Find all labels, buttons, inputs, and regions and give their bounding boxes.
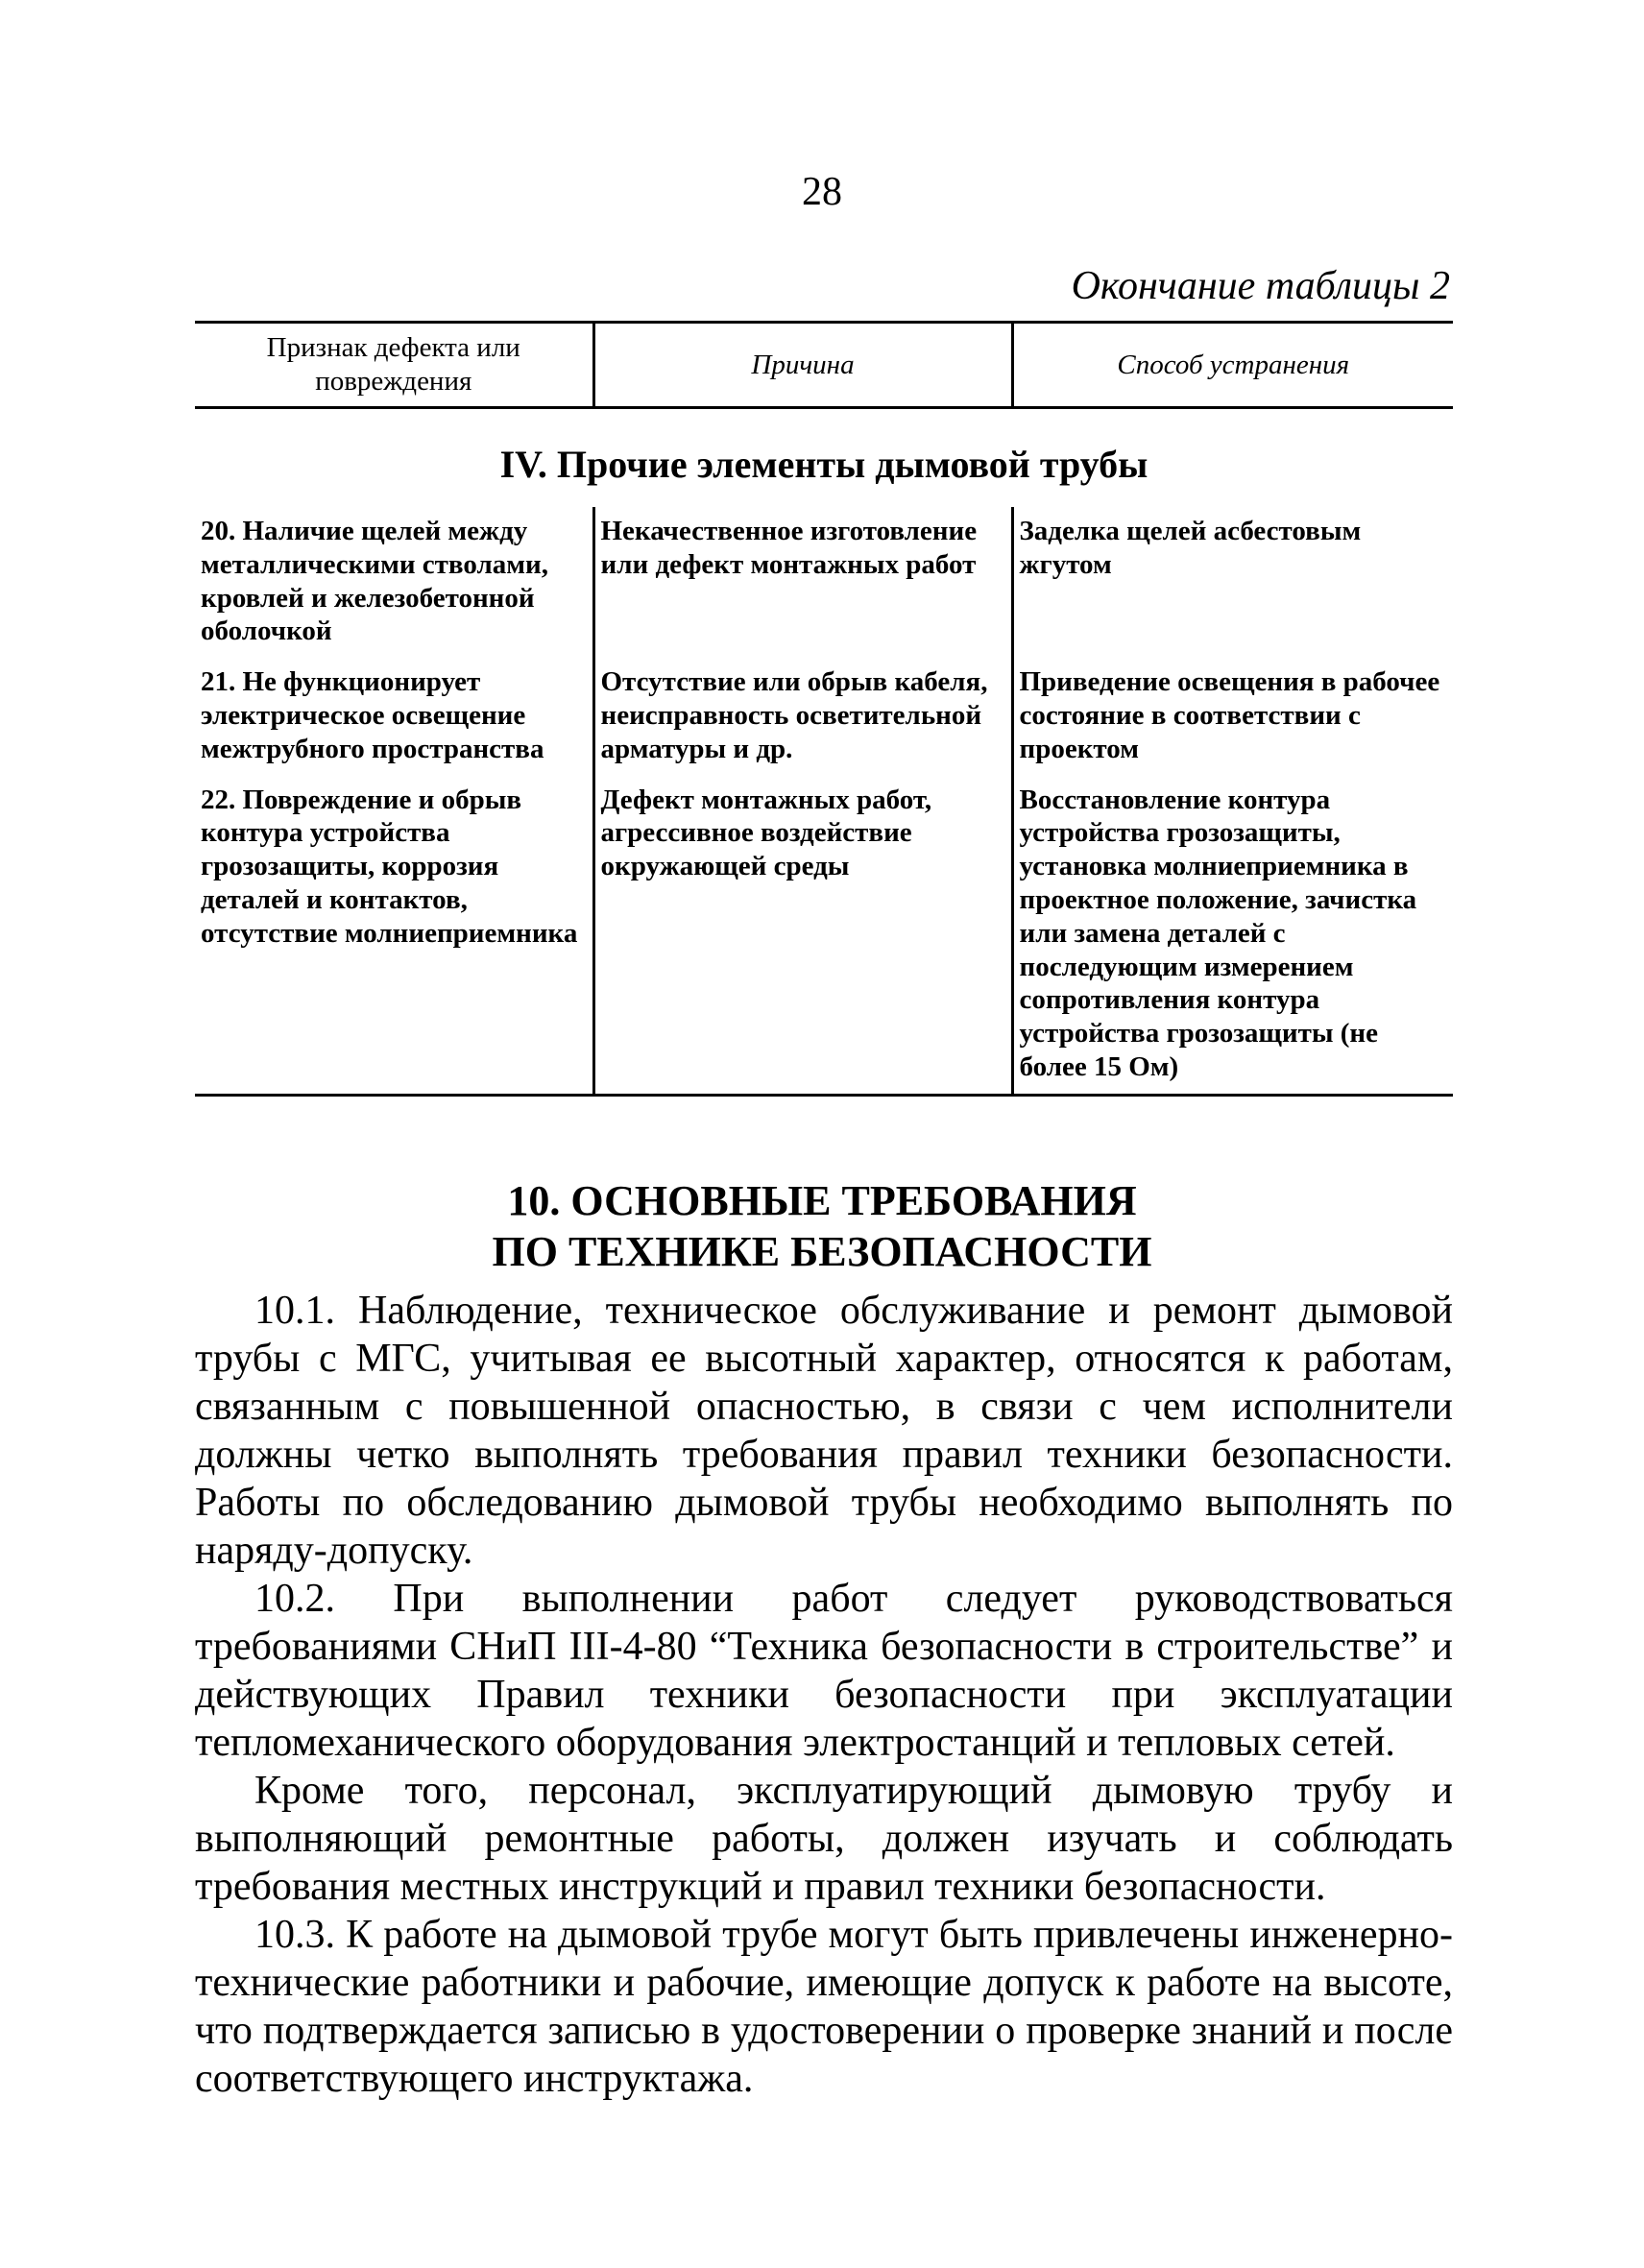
table: [195, 321, 1453, 1097]
defects-table: [195, 321, 1453, 1097]
table-row: [195, 507, 1453, 658]
section-body: [195, 1287, 1453, 2103]
section-row: [195, 408, 1453, 508]
cell-sign: 20. Наличие щелей между металлическими стволами, кровлей и железобетонной оболочкой: [195, 507, 593, 658]
header-remedy: Способ устранения: [1012, 323, 1453, 408]
table-header-row: [195, 323, 1453, 408]
cell-cause: Некачественное изготовление или дефект монтажных работ: [593, 507, 1012, 658]
cell-cause: Отсутствие или обрыв кабеля, неисправность осветительной арматуры и др.: [593, 658, 1012, 775]
cell-cause: Дефект монтажных работ, агрессивное воздействие окружающей среды: [593, 776, 1012, 1096]
paragraph: 10.3. К работе на дымовой трубе могут быть привлечены инженерно-технические работники и рабочие, имеющие допуск к работе на высоте, что подтверждается записью в удостоверении о проверке знаний и после соответствующего инструктажа.: [195, 1913, 1453, 2101]
cell-remedy: Восстановление контура устройства грозозащиты, установка молниеприемника в проектное положение, зачистка или замена деталей с последующим измерением сопротивления контура устройства грозозащиты (не более 15 Ом): [1012, 776, 1453, 1096]
cell-sign: 21. Не функционирует электрическое освещение межтрубного пространства: [195, 658, 593, 775]
cell-remedy: Заделка щелей асбестовым жгутом: [1019, 516, 1362, 580]
section-heading-line: ПО ТЕХНИКЕ БЕЗОПАСНОСТИ: [492, 1227, 1152, 1275]
paragraph: Кроме того, персонал, эксплуатирующий дымовую трубу и выполняющий ремонтные работы, должен изучать и соблюдать требования местных инструкций и правил техники безопасности.: [195, 1769, 1453, 1909]
header-sign: Признак дефекта или повреждения: [195, 323, 593, 408]
cell-remedy: Приведение освещения в рабочее состояние в соответствии с проектом: [1019, 666, 1440, 764]
table-caption: Окончание таблицы 2: [1071, 264, 1450, 308]
table-header: [195, 323, 1453, 408]
section-heading-line: 10. ОСНОВНЫЕ ТРЕБОВАНИЯ: [507, 1177, 1137, 1224]
paragraph: 10.2. При выполнении работ следует руководствоваться требованиями СНиП III-4-80 “Техника безопасности в строительстве” и действующих Правил техники безопасности при эксплуатации тепломеханического оборудования электростанций и тепловых сетей.: [195, 1577, 1453, 1765]
paragraph: 10.1. Наблюдение, техническое обслуживание и ремонт дымовой трубы с МГС, учитывая ее высотный характер, относятся к работам, связанным с повышенной опасностью, в связи с чем исполнители должны четко выполнять требования правил техники безопасности. Работы по обследованию дымовой трубы необходимо выполнять по наряду-допуску.: [195, 1289, 1453, 1573]
section-heading: [0, 1176, 1644, 1278]
table-row: [195, 658, 1453, 775]
table-body: [195, 507, 1453, 1095]
header-cause: Причина: [593, 323, 1012, 408]
page-number: 28: [802, 170, 842, 214]
table-row: [195, 776, 1453, 1096]
table-section: [195, 408, 1453, 508]
cell-sign: 22. Повреждение и обрыв контура устройства грозозащиты, коррозия деталей и контактов, отсутствие молниеприемника: [195, 776, 593, 1096]
section-title: IV. Прочие элементы дымовой трубы: [499, 443, 1148, 486]
